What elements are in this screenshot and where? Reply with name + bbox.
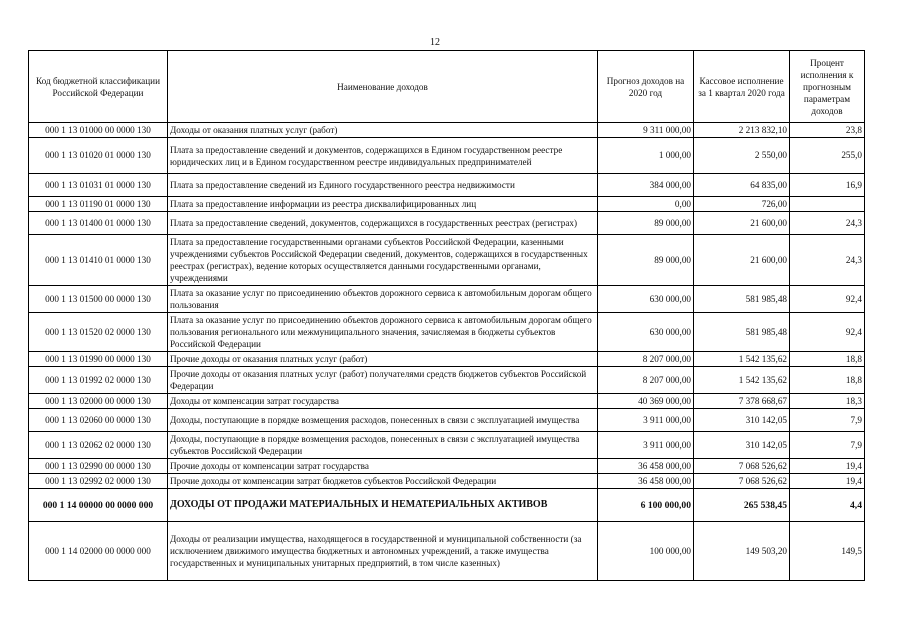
- page-number: 12: [430, 37, 440, 48]
- cell-percent: 4,4: [790, 489, 865, 522]
- cell-actual: 581 985,48: [694, 286, 790, 313]
- cell-forecast: 630 000,00: [598, 313, 694, 352]
- cell-percent: 149,5: [790, 522, 865, 581]
- cell-actual: 2 550,00: [694, 138, 790, 174]
- cell-forecast: 0,00: [598, 197, 694, 212]
- cell-actual: 7 068 526,62: [694, 459, 790, 474]
- cell-actual: 1 542 135,62: [694, 352, 790, 367]
- header-percent: Процент исполнения к прогнозным параметрам доходов: [790, 51, 865, 123]
- revenue-table: [28, 50, 865, 581]
- cell-code: 000 1 13 02000 00 0000 130: [29, 394, 168, 409]
- table-row: [29, 409, 865, 432]
- cell-forecast: 3 911 000,00: [598, 432, 694, 459]
- header-name: Наименование доходов: [168, 51, 598, 123]
- cell-percent: 255,0: [790, 138, 865, 174]
- table-row: [29, 123, 865, 138]
- cell-percent: 7,9: [790, 409, 865, 432]
- cell-actual: 64 835,00: [694, 174, 790, 197]
- table-row: [29, 489, 865, 522]
- cell-code: 000 1 13 02062 02 0000 130: [29, 432, 168, 459]
- cell-percent: 92,4: [790, 286, 865, 313]
- cell-forecast: 36 458 000,00: [598, 459, 694, 474]
- cell-name: Доходы, поступающие в порядке возмещения расходов, понесенных в связи с эксплуатацией имущества: [168, 409, 598, 432]
- cell-percent: 24,3: [790, 212, 865, 235]
- cell-name: Плата за предоставление сведений из Единого государственного реестра недвижимости: [168, 174, 598, 197]
- cell-code: 000 1 13 01031 01 0000 130: [29, 174, 168, 197]
- cell-name: Плата за оказание услуг по присоединению объектов дорожного сервиса к автомобильным дорогам общего пользования: [168, 286, 598, 313]
- table-row: [29, 212, 865, 235]
- cell-forecast: 384 000,00: [598, 174, 694, 197]
- cell-code: 000 1 14 02000 00 0000 000: [29, 522, 168, 581]
- table-row: [29, 522, 865, 581]
- header-forecast: Прогноз доходов на 2020 год: [598, 51, 694, 123]
- cell-name: Прочие доходы от компенсации затрат государства: [168, 459, 598, 474]
- cell-forecast: 89 000,00: [598, 235, 694, 286]
- table-row: [29, 459, 865, 474]
- cell-code: 000 1 13 01020 01 0000 130: [29, 138, 168, 174]
- cell-percent: 7,9: [790, 432, 865, 459]
- cell-forecast: 89 000,00: [598, 212, 694, 235]
- table-row: [29, 352, 865, 367]
- cell-forecast: 8 207 000,00: [598, 352, 694, 367]
- table-body: [29, 123, 865, 581]
- table-row: [29, 313, 865, 352]
- cell-actual: 726,00: [694, 197, 790, 212]
- table-row: [29, 474, 865, 489]
- cell-percent: 18,8: [790, 352, 865, 367]
- cell-name: Доходы от оказания платных услуг (работ): [168, 123, 598, 138]
- cell-code: 000 1 13 01990 00 0000 130: [29, 352, 168, 367]
- cell-forecast: 630 000,00: [598, 286, 694, 313]
- table-header-row: [29, 51, 865, 123]
- cell-code: 000 1 13 01520 02 0000 130: [29, 313, 168, 352]
- cell-forecast: 40 369 000,00: [598, 394, 694, 409]
- cell-name: Доходы от реализации имущества, находящегося в государственной и муниципальной собственности (за исключением движимого имущества бюджетных и автономных учреждений, а также имущества государственных и муниципальных унитарных предприятий, в том числе казенных): [168, 522, 598, 581]
- cell-name: Прочие доходы от оказания платных услуг (работ): [168, 352, 598, 367]
- cell-percent: [790, 197, 865, 212]
- cell-percent: 19,4: [790, 459, 865, 474]
- cell-code: 000 1 13 02990 00 0000 130: [29, 459, 168, 474]
- cell-code: 000 1 13 01000 00 0000 130: [29, 123, 168, 138]
- cell-percent: 16,9: [790, 174, 865, 197]
- cell-actual: 7 378 668,67: [694, 394, 790, 409]
- table-row: [29, 286, 865, 313]
- cell-forecast: 6 100 000,00: [598, 489, 694, 522]
- cell-code: 000 1 13 01190 01 0000 130: [29, 197, 168, 212]
- cell-actual: 310 142,05: [694, 409, 790, 432]
- cell-code: 000 1 13 01400 01 0000 130: [29, 212, 168, 235]
- table-row: [29, 138, 865, 174]
- cell-name: Плата за предоставление сведений, документов, содержащихся в государственных реестрах (регистрах): [168, 212, 598, 235]
- header-code: Код бюджетной классификации Российской Федерации: [29, 51, 168, 123]
- cell-actual: 1 542 135,62: [694, 367, 790, 394]
- cell-name: Плата за оказание услуг по присоединению объектов дорожного сервиса к автомобильным дорогам общего пользования регионального или межмуниципального значения, зачисляемая в бюджеты субъектов Российской Федерации: [168, 313, 598, 352]
- cell-actual: 265 538,45: [694, 489, 790, 522]
- cell-name: Плата за предоставление государственными органами субъектов Российской Федерации, казенными учреждениями субъектов Российской Федерации сведений, документов, содержащихся в государственных реестрах (регистрах), ведение которых осуществляется данными государственными органами, учреждениями: [168, 235, 598, 286]
- cell-forecast: 1 000,00: [598, 138, 694, 174]
- cell-actual: 310 142,05: [694, 432, 790, 459]
- cell-percent: 18,8: [790, 367, 865, 394]
- cell-name: Прочие доходы от компенсации затрат бюджетов субъектов Российской Федерации: [168, 474, 598, 489]
- cell-code: 000 1 13 01992 02 0000 130: [29, 367, 168, 394]
- cell-percent: 23,8: [790, 123, 865, 138]
- cell-code: 000 1 14 00000 00 0000 000: [29, 489, 168, 522]
- header-actual: Кассовое исполнение за 1 квартал 2020 года: [694, 51, 790, 123]
- cell-forecast: 3 911 000,00: [598, 409, 694, 432]
- table-row: [29, 197, 865, 212]
- cell-actual: 149 503,20: [694, 522, 790, 581]
- cell-name: ДОХОДЫ ОТ ПРОДАЖИ МАТЕРИАЛЬНЫХ И НЕМАТЕРИАЛЬНЫХ АКТИВОВ: [168, 489, 598, 522]
- cell-forecast: 36 458 000,00: [598, 474, 694, 489]
- cell-forecast: 8 207 000,00: [598, 367, 694, 394]
- cell-forecast: 100 000,00: [598, 522, 694, 581]
- cell-code: 000 1 13 02060 00 0000 130: [29, 409, 168, 432]
- cell-code: 000 1 13 02992 02 0000 130: [29, 474, 168, 489]
- table-row: [29, 235, 865, 286]
- cell-percent: 92,4: [790, 313, 865, 352]
- table-row: [29, 367, 865, 394]
- cell-percent: 24,3: [790, 235, 865, 286]
- table-row: [29, 432, 865, 459]
- cell-actual: 21 600,00: [694, 212, 790, 235]
- cell-percent: 19,4: [790, 474, 865, 489]
- cell-actual: 21 600,00: [694, 235, 790, 286]
- cell-actual: 7 068 526,62: [694, 474, 790, 489]
- cell-name: Прочие доходы от оказания платных услуг (работ) получателями средств бюджетов субъектов Российской Федерации: [168, 367, 598, 394]
- cell-name: Доходы от компенсации затрат государства: [168, 394, 598, 409]
- table-row: [29, 394, 865, 409]
- cell-forecast: 9 311 000,00: [598, 123, 694, 138]
- cell-code: 000 1 13 01500 00 0000 130: [29, 286, 168, 313]
- cell-name: Плата за предоставление сведений и документов, содержащихся в Едином государственном реестре юридических лиц и в Едином государственном реестре индивидуальных предпринимателей: [168, 138, 598, 174]
- table-row: [29, 174, 865, 197]
- cell-code: 000 1 13 01410 01 0000 130: [29, 235, 168, 286]
- cell-actual: 581 985,48: [694, 313, 790, 352]
- cell-name: Доходы, поступающие в порядке возмещения расходов, понесенных в связи с эксплуатацией имущества субъектов Российской Федерации: [168, 432, 598, 459]
- cell-name: Плата за предоставление информации из реестра дисквалифицированных лиц: [168, 197, 598, 212]
- cell-percent: 18,3: [790, 394, 865, 409]
- cell-actual: 2 213 832,10: [694, 123, 790, 138]
